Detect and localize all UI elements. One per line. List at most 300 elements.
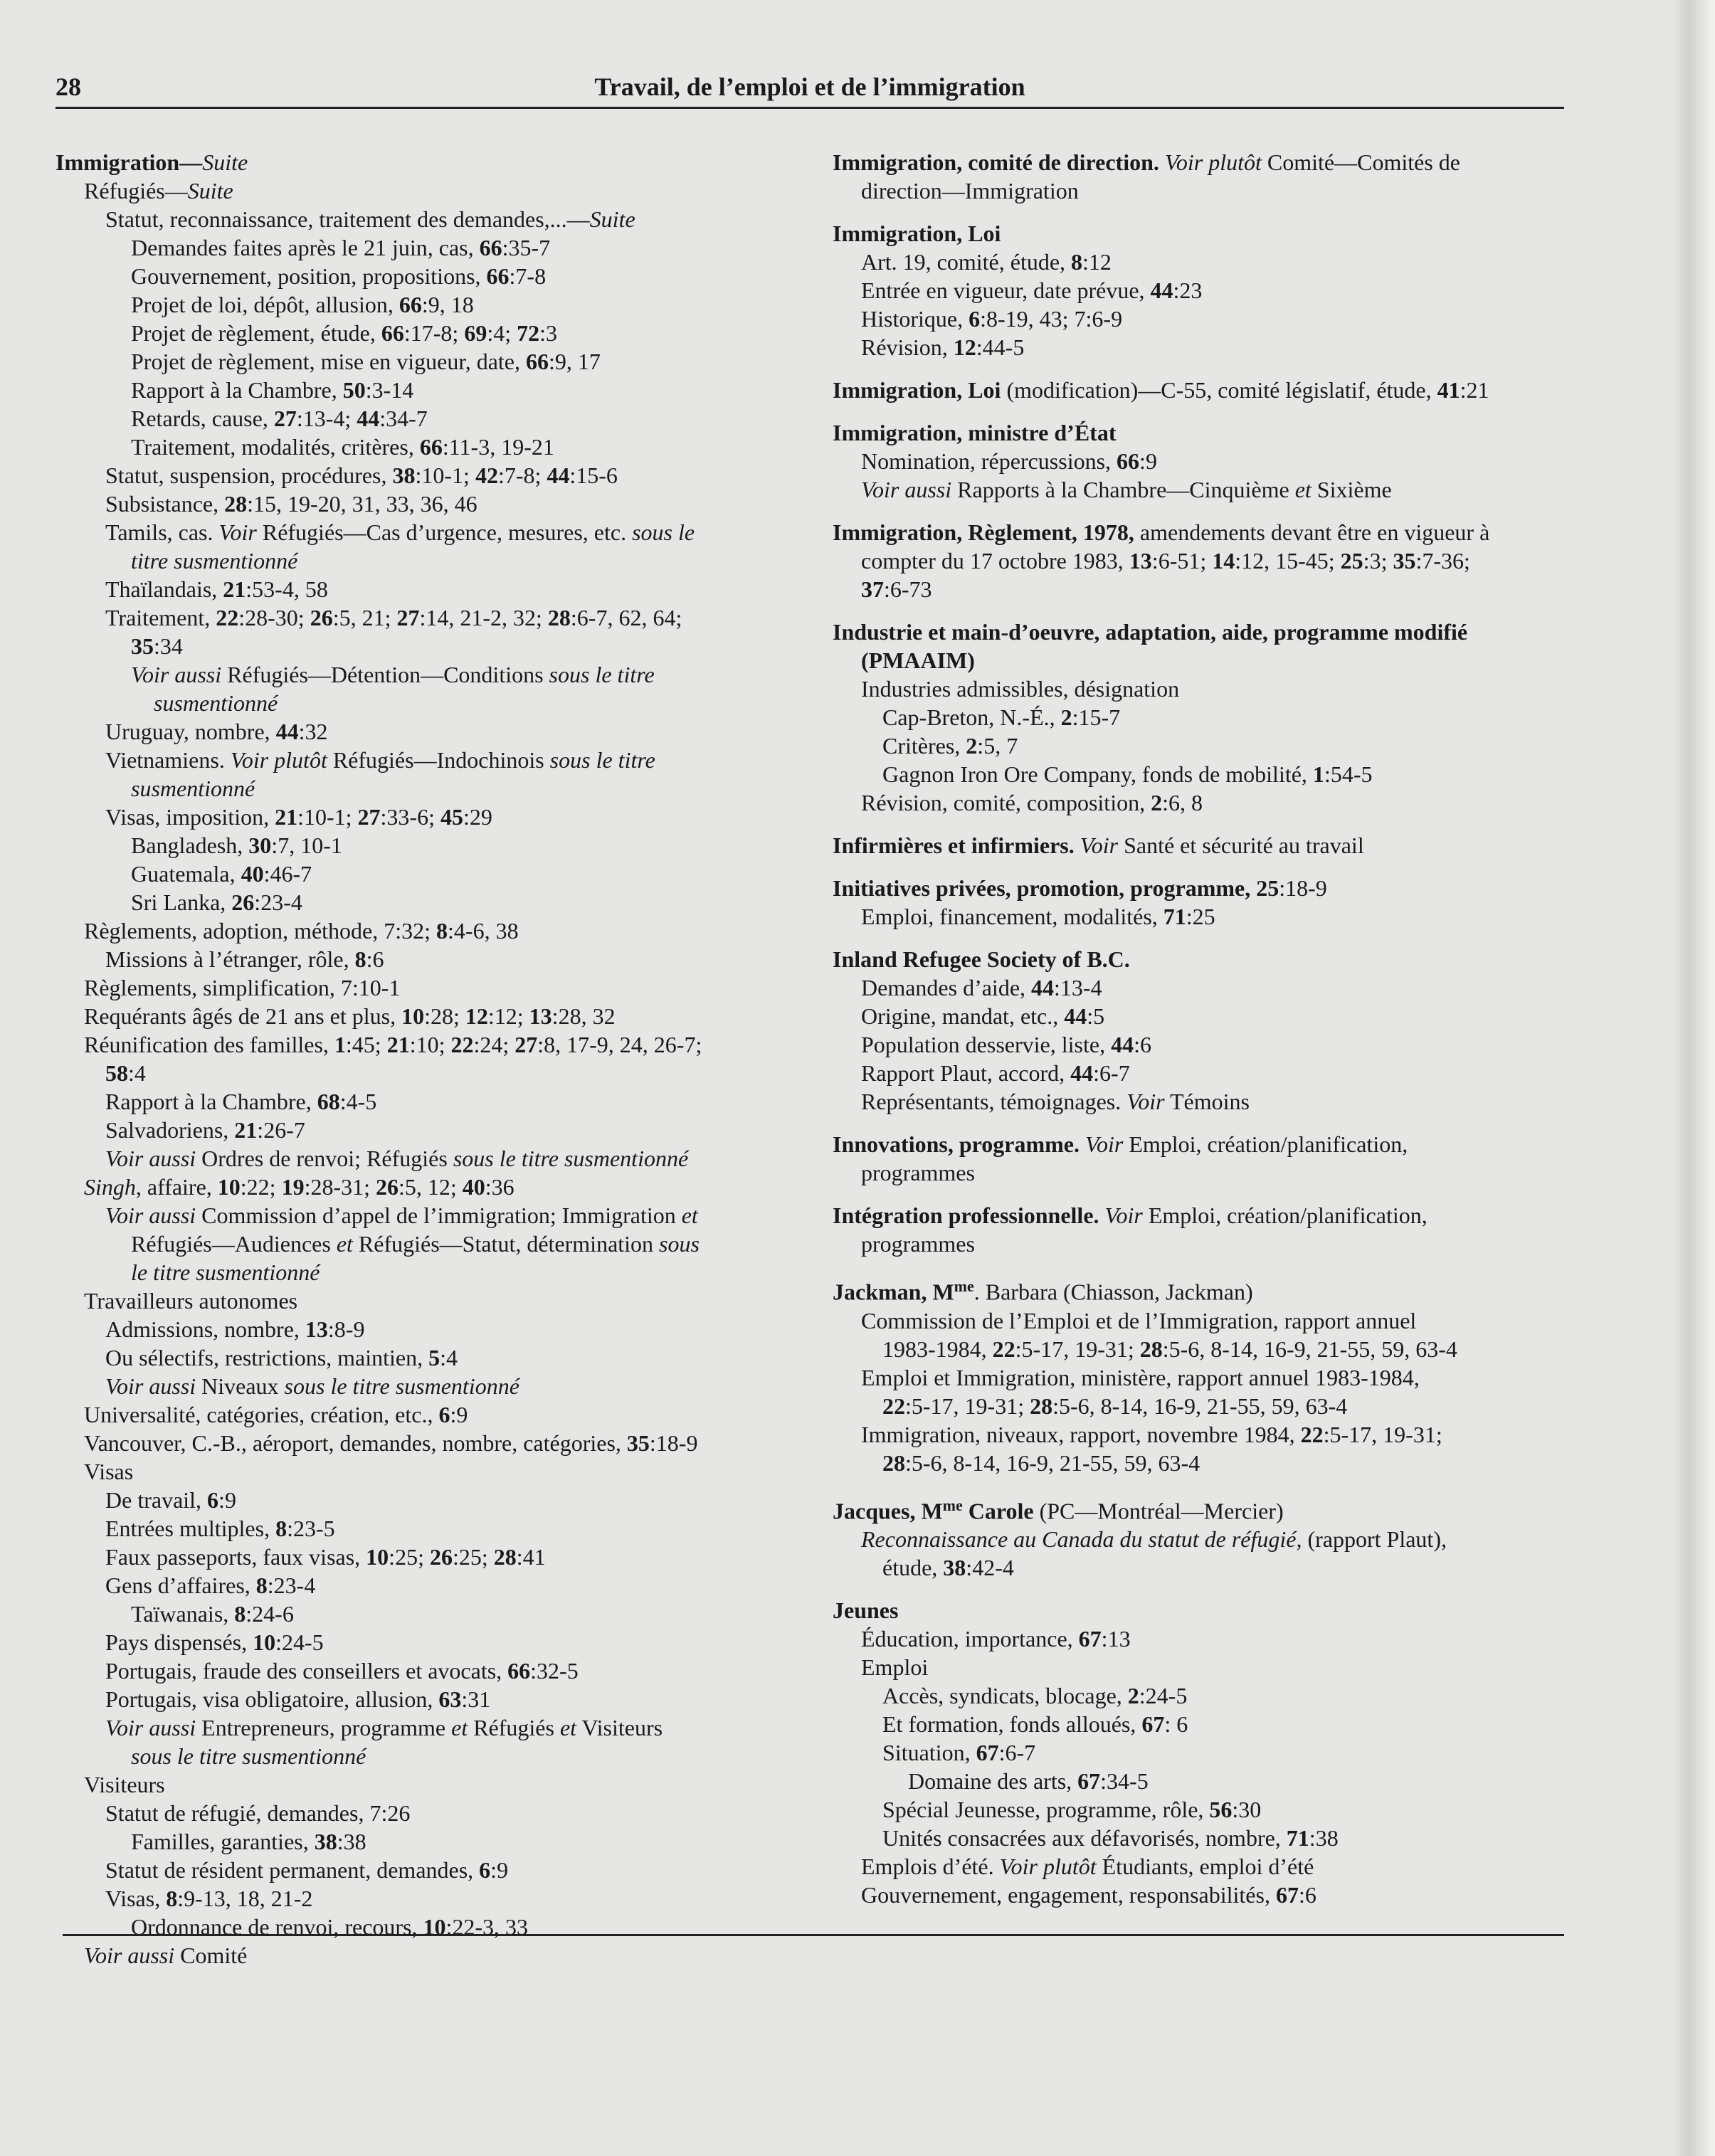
index-entry-line bbox=[56, 1799, 810, 1827]
index-text-segment: :34 bbox=[154, 633, 183, 659]
index-text-segment: 69 bbox=[464, 320, 487, 346]
index-text-segment: Travailleurs autonomes bbox=[84, 1288, 298, 1314]
index-text-segment: :25; bbox=[389, 1544, 430, 1570]
index-text-segment: :6-7 bbox=[998, 1740, 1036, 1766]
index-text-segment: direction—Immigration bbox=[861, 178, 1079, 204]
index-entry-line bbox=[56, 1685, 810, 1713]
index-text-segment: et bbox=[336, 1231, 353, 1257]
index-text-segment: :10; bbox=[409, 1032, 451, 1057]
index-text-segment: :4 bbox=[128, 1060, 146, 1086]
index-text-segment: Voir aussi bbox=[131, 662, 222, 687]
index-entry-line bbox=[833, 973, 1566, 1002]
index-text-segment: 72 bbox=[517, 320, 540, 346]
index-text-segment: :29 bbox=[463, 804, 492, 830]
index-text-segment: Visas, imposition, bbox=[105, 804, 275, 830]
index-text-segment: :28-31; bbox=[304, 1174, 376, 1200]
index-text-segment: Entrées multiples, bbox=[105, 1516, 276, 1541]
index-text-segment: susmentionné bbox=[131, 776, 255, 801]
index-text-segment: Nomination, répercussions, bbox=[861, 448, 1117, 474]
index-text-segment: Voir bbox=[218, 519, 257, 545]
index-text-segment: 2 bbox=[1127, 1683, 1139, 1709]
index-text-segment: Tamils, cas. bbox=[105, 519, 219, 545]
index-text-segment: Santé et sécurité au travail bbox=[1118, 833, 1364, 858]
index-entry-line bbox=[56, 518, 810, 546]
index-text-segment: :24-6 bbox=[246, 1601, 294, 1627]
index-text-segment: :22; bbox=[240, 1174, 282, 1200]
index-entry-line bbox=[833, 703, 1566, 731]
index-entry-line bbox=[56, 1856, 810, 1884]
index-text-segment: , affaire, bbox=[135, 1174, 218, 1200]
index-text-segment: Familles, garanties, bbox=[131, 1829, 315, 1854]
index-text-segment: Pays dispensés, bbox=[105, 1629, 253, 1655]
index-text-segment: Origine, mandat, etc., bbox=[861, 1003, 1065, 1029]
index-text-segment: et bbox=[559, 1715, 577, 1740]
index-text-segment: Suite bbox=[187, 178, 233, 204]
index-text-segment: 22 bbox=[1300, 1421, 1324, 1447]
index-text-segment: 13 bbox=[529, 1003, 552, 1029]
index-text-segment: Réunification des familles, bbox=[84, 1032, 334, 1057]
index-text-segment: 42 bbox=[475, 463, 498, 488]
index-text-segment: Industrie et main-d’oeuvre, adaptation, aide, programme modifié bbox=[833, 619, 1468, 645]
index-entry-line bbox=[833, 1795, 1566, 1824]
index-text-segment: Universalité, catégories, création, etc., bbox=[84, 1402, 439, 1427]
index-text-segment: Réfugiés—Audiences bbox=[131, 1231, 337, 1257]
index-text-segment: Gens d’affaires, bbox=[105, 1573, 256, 1598]
index-text-segment: Demandes d’aide, bbox=[861, 975, 1032, 1000]
index-text-segment: :7-8; bbox=[497, 463, 547, 488]
index-entry-line bbox=[56, 1201, 810, 1230]
index-text-segment: :3 bbox=[539, 320, 557, 346]
index-text-segment: . Barbara (Chiasson, Jackman) bbox=[973, 1279, 1253, 1305]
index-text-segment: 66 bbox=[381, 320, 404, 346]
index-text-segment: :8-9 bbox=[327, 1316, 365, 1342]
index-text-segment: :30 bbox=[1232, 1797, 1262, 1823]
index-text-segment: 25 bbox=[1340, 548, 1363, 574]
index-entry-line bbox=[56, 347, 810, 376]
index-text-segment: 1983-1984, bbox=[882, 1336, 993, 1362]
index-text-segment: (PMAAIM) bbox=[861, 648, 975, 673]
index-text-segment: Voir plutôt bbox=[1164, 149, 1262, 175]
index-entry-line bbox=[56, 1543, 810, 1571]
index-entry-line bbox=[56, 404, 810, 433]
index-text-segment: Entrepreneurs, programme bbox=[196, 1715, 452, 1740]
index-text-segment: :5, 21; bbox=[332, 605, 397, 630]
index-heading-line bbox=[833, 418, 1566, 447]
page-header bbox=[56, 70, 1564, 109]
index-text-segment: Voir aussi bbox=[84, 1943, 175, 1968]
index-text-segment: 26 bbox=[376, 1174, 399, 1200]
index-entry-line bbox=[833, 1420, 1566, 1449]
index-entry-line bbox=[56, 916, 810, 945]
index-entry-line bbox=[833, 475, 1566, 504]
index-text-segment: :24-5 bbox=[1139, 1683, 1188, 1709]
footer-rule bbox=[63, 1934, 1564, 1936]
index-text-segment: 21 bbox=[275, 804, 298, 830]
index-entry-line bbox=[833, 1738, 1566, 1767]
index-text-segment: :34-5 bbox=[1100, 1768, 1149, 1795]
index-text-segment: 44 bbox=[547, 463, 570, 488]
index-text-segment: 21 bbox=[223, 576, 246, 602]
index-entry-line bbox=[56, 1030, 810, 1059]
index-text-segment: :18-9 bbox=[649, 1430, 698, 1456]
index-text-segment: Inland Refugee Society of B.C. bbox=[833, 946, 1130, 972]
index-text-segment: Statut de résident permanent, demandes, bbox=[105, 1857, 480, 1883]
index-text-segment: 44 bbox=[357, 406, 380, 431]
index-text-segment: Thaïlandais, bbox=[105, 576, 223, 602]
index-text-segment: Voir bbox=[1085, 1131, 1124, 1157]
index-entry-line bbox=[56, 546, 810, 575]
index-text-segment: Voir bbox=[1104, 1203, 1143, 1228]
index-text-segment: 56 bbox=[1209, 1797, 1233, 1823]
index-text-segment: :9 bbox=[450, 1402, 468, 1427]
index-heading-line bbox=[833, 1491, 1566, 1526]
index-entry-line bbox=[56, 888, 810, 916]
index-text-segment: :6-73 bbox=[884, 576, 932, 602]
index-text-segment: Immigration, comité de direction. bbox=[833, 149, 1165, 175]
index-entry-line bbox=[833, 1681, 1566, 1710]
index-text-segment: Réfugiés— bbox=[84, 178, 188, 204]
index-entry-line bbox=[833, 1525, 1566, 1553]
index-text-segment: :13-4 bbox=[1054, 975, 1102, 1000]
index-text-segment: 22 bbox=[216, 605, 239, 630]
index-text-segment: Projet de règlement, mise en vigueur, date, bbox=[131, 349, 526, 374]
index-text-segment: 8 bbox=[234, 1601, 246, 1627]
index-text-segment: 22 bbox=[450, 1032, 474, 1057]
index-entry-line bbox=[833, 276, 1566, 305]
index-text-segment: Réfugiés bbox=[468, 1715, 560, 1740]
index-text-segment: Jackman, M bbox=[833, 1279, 954, 1305]
index-text-segment: :15, 19-20, 31, 33, 36, 46 bbox=[247, 491, 477, 517]
index-entry-line bbox=[833, 902, 1566, 931]
index-text-segment: :28; bbox=[424, 1003, 465, 1029]
index-heading-line bbox=[833, 831, 1566, 860]
index-text-segment: 2 bbox=[966, 733, 978, 759]
index-text-segment: Demandes faites après le 21 juin, cas, bbox=[131, 235, 480, 260]
index-text-segment: 66 bbox=[507, 1658, 531, 1684]
index-text-segment: :6 bbox=[366, 946, 384, 972]
index-text-segment: amendements devant être en vigueur à bbox=[1134, 519, 1490, 545]
index-heading-line bbox=[833, 219, 1566, 248]
index-text-segment: Portugais, fraude des conseillers et avocats, bbox=[105, 1658, 508, 1684]
index-entry-line bbox=[833, 1363, 1566, 1392]
index-text-segment: :6 bbox=[1134, 1032, 1151, 1057]
index-text-segment: 28 bbox=[547, 605, 571, 630]
index-text-segment: me bbox=[954, 1277, 974, 1295]
index-text-segment: 35 bbox=[626, 1430, 650, 1456]
index-text-segment: 6 bbox=[207, 1487, 219, 1513]
index-entry-line bbox=[56, 1884, 810, 1913]
index-text-segment: :35-7 bbox=[502, 235, 551, 260]
index-text-segment: Statut, reconnaissance, traitement des demandes,...— bbox=[105, 206, 590, 232]
index-entry-line bbox=[56, 176, 810, 205]
index-text-segment: 26 bbox=[429, 1544, 453, 1570]
index-text-segment: Jeunes bbox=[833, 1597, 899, 1624]
index-text-segment: 12 bbox=[465, 1003, 488, 1029]
index-text-segment: :15-7 bbox=[1072, 704, 1121, 730]
index-text-segment: :9 bbox=[1139, 448, 1157, 474]
index-text-segment: Carole bbox=[962, 1498, 1034, 1524]
index-text-segment: 66 bbox=[419, 434, 443, 460]
index-text-segment: 71 bbox=[1286, 1825, 1309, 1851]
index-text-segment: :5-17, 19-31; bbox=[1015, 1336, 1140, 1362]
index-text-segment: :28, 32 bbox=[552, 1003, 616, 1029]
index-text-segment: (PC—Montréal—Mercier) bbox=[1033, 1498, 1284, 1524]
index-text-segment: :22-3, 33 bbox=[445, 1914, 529, 1940]
index-text-segment: :17-8; bbox=[403, 320, 465, 346]
index-text-segment: 5 bbox=[428, 1345, 440, 1370]
index-entry-line bbox=[833, 1881, 1566, 1909]
index-text-segment: Gagnon Iron Ore Company, fonds de mobilité, bbox=[882, 761, 1313, 787]
index-entry-line bbox=[833, 546, 1566, 575]
index-text-segment: Voir plutôt bbox=[999, 1854, 1097, 1880]
index-text-segment: 66 bbox=[486, 263, 510, 289]
index-text-segment: Représentants, témoignages. bbox=[861, 1089, 1127, 1114]
index-text-segment: Initiatives privées, promotion, programme, bbox=[833, 875, 1257, 901]
index-text-segment: :23-4 bbox=[267, 1573, 316, 1598]
index-text-segment: :7, 10-1 bbox=[271, 833, 342, 858]
index-text-segment: Ou sélectifs, restrictions, maintien, bbox=[105, 1345, 429, 1370]
index-text-segment: Critères, bbox=[882, 733, 966, 759]
index-entry-line bbox=[56, 376, 810, 404]
index-text-segment: le titre susmentionné bbox=[131, 1259, 320, 1285]
index-text-segment: Immigration, ministre d’État bbox=[833, 420, 1117, 445]
index-entry-line bbox=[56, 1457, 810, 1486]
index-text-segment: Projet de loi, dépôt, allusion, bbox=[131, 292, 399, 317]
index-text-segment: :5-6, 8-14, 16-9, 21-55, 59, 63-4 bbox=[905, 1449, 1200, 1476]
index-text-segment: :5-17, 19-31; bbox=[905, 1393, 1030, 1419]
index-text-segment: 66 bbox=[1117, 448, 1140, 474]
index-text-segment: Immigration, Règlement, 1978, bbox=[833, 519, 1134, 545]
index-text-segment: 8 bbox=[166, 1886, 178, 1911]
index-entry-line bbox=[56, 1116, 810, 1144]
index-text-segment: 21 bbox=[386, 1032, 410, 1057]
index-text-segment: :5, 12; bbox=[399, 1174, 463, 1200]
index-text-segment: 66 bbox=[479, 235, 502, 260]
index-text-segment: 22 bbox=[992, 1336, 1015, 1362]
index-entry-line bbox=[56, 1258, 810, 1286]
index-text-segment: Emploi, création/planification, bbox=[1123, 1131, 1408, 1157]
index-text-segment: 12 bbox=[953, 334, 976, 360]
index-entry-line bbox=[833, 760, 1566, 788]
index-text-segment: sous le titre susmentionné bbox=[453, 1146, 689, 1171]
index-entry-line bbox=[56, 603, 810, 632]
index-entry-line bbox=[56, 1400, 810, 1429]
index-text-segment: 40 bbox=[241, 861, 264, 887]
index-entry-line bbox=[56, 746, 810, 774]
index-entry-line bbox=[833, 1767, 1566, 1795]
index-column-right bbox=[833, 148, 1566, 1909]
index-entry-line bbox=[56, 433, 810, 461]
index-text-segment: Rapports à la Chambre—Cinquième bbox=[951, 477, 1295, 502]
index-text-segment: Projet de règlement, étude, bbox=[131, 320, 381, 346]
index-text-segment: 6 bbox=[479, 1857, 491, 1883]
index-entry-line bbox=[56, 1913, 810, 1941]
index-entry-line bbox=[56, 1571, 810, 1600]
index-entry-line bbox=[56, 1230, 810, 1258]
index-text-segment: 13 bbox=[1129, 548, 1152, 574]
index-text-segment: Uruguay, nombre, bbox=[105, 719, 276, 744]
index-text-segment: 6 bbox=[969, 306, 981, 332]
index-entry-line bbox=[833, 731, 1566, 760]
index-text-segment: titre susmentionné bbox=[131, 548, 298, 574]
index-text-segment: :4 bbox=[440, 1345, 458, 1370]
index-text-segment: Infirmières et infirmiers. bbox=[833, 833, 1080, 858]
index-heading-line bbox=[833, 1272, 1566, 1306]
index-text-segment: :5 bbox=[1087, 1003, 1105, 1029]
index-text-segment: Population desservie, liste, bbox=[861, 1032, 1112, 1057]
index-text-segment: 10 bbox=[217, 1174, 241, 1200]
index-entry-line bbox=[56, 973, 810, 1002]
index-entry-line bbox=[56, 1173, 810, 1201]
index-entry-line bbox=[56, 1600, 810, 1628]
index-text-segment: :5, 7 bbox=[977, 733, 1018, 759]
index-text-segment: :15-6 bbox=[569, 463, 618, 488]
index-text-segment: 38 bbox=[392, 463, 416, 488]
index-text-segment: :7-36; bbox=[1415, 548, 1470, 574]
index-text-segment: :9, 17 bbox=[548, 349, 601, 374]
index-text-segment: sous bbox=[659, 1231, 700, 1257]
index-text-segment: (modification)—C-55, comité législatif, étude, bbox=[1001, 377, 1437, 403]
index-text-segment: :10-1; bbox=[415, 463, 475, 488]
index-text-segment: :46-7 bbox=[263, 861, 312, 887]
index-text-segment: Voir bbox=[1126, 1089, 1165, 1114]
index-text-segment: :38 bbox=[1309, 1825, 1339, 1851]
index-text-segment: Voir bbox=[1080, 833, 1119, 858]
index-entry-line bbox=[56, 461, 810, 490]
index-text-segment: Voir aussi bbox=[105, 1146, 196, 1171]
index-entry-line bbox=[56, 1628, 810, 1656]
index-text-segment: 67 bbox=[1077, 1768, 1101, 1795]
index-text-segment: 35 bbox=[1393, 548, 1416, 574]
index-text-segment: Voir aussi bbox=[105, 1203, 196, 1228]
index-text-segment: :32 bbox=[298, 719, 328, 744]
index-entry-line bbox=[56, 1372, 810, 1400]
index-text-segment: :9, 18 bbox=[421, 292, 474, 317]
index-text-segment: :28-30; bbox=[238, 605, 310, 630]
index-text-segment: Industries admissibles, désignation bbox=[861, 676, 1180, 702]
index-text-segment: :9 bbox=[218, 1487, 236, 1513]
index-text-segment: 8 bbox=[1071, 249, 1083, 275]
index-text-segment: Immigration, Loi bbox=[833, 221, 1001, 246]
index-text-segment: Intégration professionnelle. bbox=[833, 1203, 1105, 1228]
index-text-segment: :6-7 bbox=[1093, 1060, 1130, 1086]
index-text-segment: 45 bbox=[440, 804, 463, 830]
index-entry-line bbox=[56, 831, 810, 860]
index-entry-line bbox=[833, 788, 1566, 817]
index-text-segment: Éducation, importance, bbox=[861, 1626, 1079, 1652]
index-text-segment: :5-6, 8-14, 16-9, 21-55, 59, 63-4 bbox=[1162, 1336, 1457, 1362]
index-entry-line bbox=[56, 1827, 810, 1856]
index-text-segment: 66 bbox=[525, 349, 549, 374]
index-text-segment: Subsistance, bbox=[105, 491, 225, 517]
index-entry-line bbox=[833, 447, 1566, 475]
index-text-segment: Emploi, financement, modalités, bbox=[861, 904, 1163, 929]
index-text-segment: 38 bbox=[314, 1829, 337, 1854]
index-entry-line bbox=[56, 1713, 810, 1742]
index-text-segment: Comité bbox=[174, 1943, 248, 1968]
index-text-segment: :18-9 bbox=[1279, 875, 1327, 901]
index-text-segment: Vietnamiens. bbox=[105, 747, 231, 773]
page-number: 28 bbox=[56, 73, 81, 101]
index-entry-line bbox=[56, 575, 810, 603]
index-text-segment: Accès, syndicats, blocage, bbox=[882, 1683, 1128, 1709]
index-heading-line bbox=[833, 874, 1566, 902]
index-heading-line bbox=[833, 1201, 1566, 1230]
index-text-segment: Emplois d’été. bbox=[861, 1854, 1000, 1880]
index-text-segment: 28 bbox=[224, 491, 248, 517]
index-text-segment: sous le titre susmentionné bbox=[284, 1373, 519, 1399]
index-entry-line bbox=[833, 1624, 1566, 1653]
index-text-segment: 40 bbox=[462, 1174, 485, 1200]
index-text-segment: :21 bbox=[1460, 377, 1489, 403]
index-text-segment: :38 bbox=[337, 1829, 366, 1854]
index-text-segment: :11-3, 19-21 bbox=[442, 434, 554, 460]
index-text-segment: :45; bbox=[345, 1032, 387, 1057]
index-entry-line bbox=[56, 1315, 810, 1343]
index-entry-line bbox=[56, 632, 810, 660]
index-text-segment: Visiteurs bbox=[84, 1772, 165, 1797]
index-text-segment: Voir aussi bbox=[861, 477, 952, 502]
index-text-segment: :41 bbox=[516, 1544, 546, 1570]
index-entry-line bbox=[833, 333, 1566, 361]
index-text-segment: 37 bbox=[861, 576, 884, 602]
index-text-segment: 27 bbox=[273, 406, 297, 431]
index-text-segment: 71 bbox=[1163, 904, 1186, 929]
index-text-segment: 44 bbox=[1031, 975, 1055, 1000]
index-text-segment: Voir plutôt bbox=[230, 747, 327, 773]
index-entry-line bbox=[56, 319, 810, 347]
index-text-segment: (rapport Plaut), bbox=[1302, 1526, 1447, 1553]
index-text-segment: Commission d’appel de l’immigration; Immigration bbox=[196, 1203, 682, 1228]
index-text-segment: Réfugiés—Détention—Conditions bbox=[221, 662, 549, 687]
index-heading-line bbox=[833, 945, 1566, 973]
index-text-segment: Traitement, modalités, critères, bbox=[131, 434, 420, 460]
index-text-segment: 58 bbox=[105, 1060, 128, 1086]
index-text-segment: 19 bbox=[281, 1174, 305, 1200]
book-spine-shadow bbox=[1672, 0, 1715, 2156]
index-text-segment: 68 bbox=[317, 1089, 340, 1114]
index-text-segment: programmes bbox=[861, 1160, 975, 1185]
index-text-segment: Reconnaissance au Canada du statut de réfugié, bbox=[861, 1526, 1302, 1553]
index-text-segment: Visas bbox=[84, 1459, 134, 1484]
index-text-segment: sous le titre bbox=[549, 662, 655, 687]
index-entry-line bbox=[56, 803, 810, 831]
index-text-segment: 44 bbox=[1150, 278, 1173, 303]
index-text-segment: Missions à l’étranger, rôle, bbox=[105, 946, 355, 972]
index-entry-line bbox=[833, 248, 1566, 276]
index-text-segment: :12 bbox=[1082, 249, 1112, 275]
index-text-segment: 28 bbox=[882, 1449, 905, 1476]
index-text-segment: Sri Lanka, bbox=[131, 889, 232, 915]
index-text-segment: :9-13, 18, 21-2 bbox=[177, 1886, 313, 1911]
index-text-segment: Emploi et Immigration, ministère, rapport annuel 1983-1984, bbox=[861, 1364, 1420, 1390]
index-text-segment: Révision, comité, composition, bbox=[861, 790, 1151, 815]
index-text-segment: 44 bbox=[275, 719, 299, 744]
index-text-segment: :3-14 bbox=[365, 377, 414, 403]
page-title: Travail, de l’emploi et de l’immigration bbox=[594, 73, 1025, 101]
index-text-segment: Comité—Comités de bbox=[1261, 149, 1460, 175]
index-text-segment: et bbox=[451, 1715, 468, 1740]
index-text-segment: 2 bbox=[1060, 704, 1072, 730]
index-text-segment: 14 bbox=[1212, 548, 1235, 574]
index-text-segment: :5-17, 19-31; bbox=[1323, 1421, 1442, 1447]
index-text-segment: Emploi, création/planification, bbox=[1142, 1203, 1428, 1228]
index-text-segment: 1 bbox=[334, 1032, 346, 1057]
index-text-segment: étude, bbox=[882, 1555, 944, 1581]
index-text-segment: Suite bbox=[589, 206, 635, 232]
index-text-segment: :32-5 bbox=[530, 1658, 579, 1684]
index-text-segment: Rapport à la Chambre, bbox=[131, 377, 343, 403]
